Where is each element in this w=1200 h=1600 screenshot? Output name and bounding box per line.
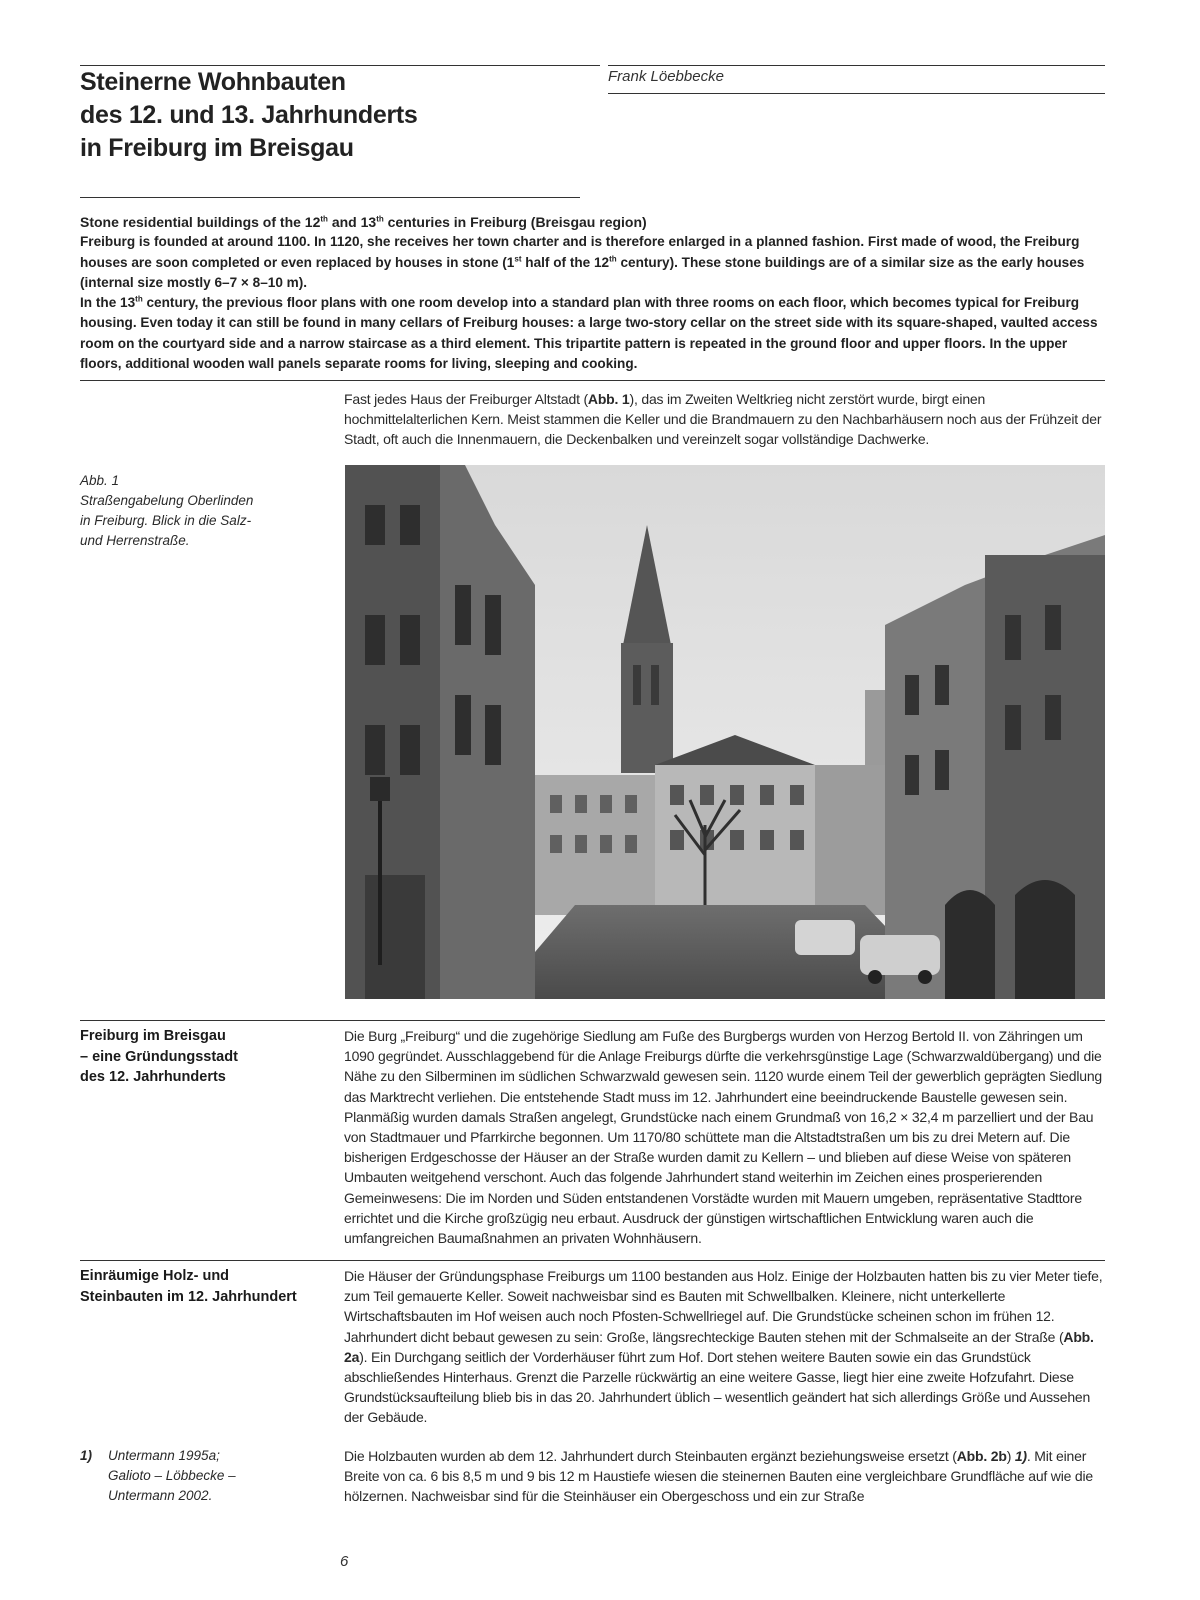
footnote-number: 1) (80, 1448, 93, 1463)
figure-reference[interactable]: Abb. 2a (344, 1328, 1094, 1365)
title-line: in Freiburg im Breisgau (80, 134, 354, 162)
intro-paragraph: Fast jedes Haus der Freiburger Altstadt (Abb. 1), das im Zweiten Weltkrieg nicht zerstört wurde, birgt einen hochmittelalterlichen Kern. Meist stammen die Keller und die Brandmauern zu den Nachbarhäusern noch aus der Frühzeit der Stadt, oft auch die Innenmauern, die Deckenbalken und vereinzelt sogar vollständige Dachwerke. (344, 391, 1102, 448)
author-name: Frank Löebbecke (608, 68, 724, 85)
footnote-text: Untermann 1995a; Galioto – Löbbecke – Untermann 2002. (108, 1448, 236, 1503)
article-title (80, 66, 540, 165)
street-photo-illustration (345, 465, 1105, 999)
section-heading-founding-town: Freiburg im Breisgau – eine Gründungsstadt des 12. Jahrhunderts (80, 1028, 238, 1085)
figure-caption (80, 471, 270, 551)
caption-line: in Freiburg. Blick in die Salz- (80, 513, 252, 528)
summary-heading: Stone residential buildings of the 12th and 13th centuries in Freiburg (Breisgau region) (80, 214, 647, 230)
caption-line: und Herrenstraße. (80, 533, 190, 548)
summary-bottom-rule (80, 380, 1105, 381)
section2-rule (80, 1260, 1105, 1261)
footnote-reference[interactable]: 1) (1014, 1448, 1027, 1464)
page-number: 6 (340, 1553, 349, 1570)
section-founding-town-text: Die Burg „Freiburg“ und die zugehörige Siedlung am Fuße des Burgbergs wurden von Herzog Bertold II. von Zähringen um 1090 gegründet. Ausschlaggebend für die Anlage Freiburgs dürfte die verkehrsgünstige Lage (Schwarzwaldübergang) und die Nähe zu den Silberminen im südlichen Schwarzwald gewesen sein. 1120 wurde einem Teil der gewerblich geprägten Siedlung das Marktrecht verliehen. Die entstehende Stadt muss im 12. Jahrhundert eine beeindruckende Baustelle gewesen sein. Planmäßig wurden damals Straßen angelegt, Grundstücke nach einem Grundmaß von 16,2 × 32,4 m parzelliert und der Bau von Stadtmauer und Pfarrkirche begonnen. Um 1170/80 schüttete man die Altstadtstraßen um bis zu drei Metern auf. Die bisherigen Erdgeschosse der Häuser an der Straße wurden damit zu Kellern – und blieben auf diese Weise von späteren Umbauten weitgehend verschont. Auch das folgende Jahrhundert stand weiterhin im Zeichen eines prosperierenden Gemeinwesens: Die im Norden und Süden entstandenen Vorstädte wurden mit Mauern umgeben, repräsentative Stadttore errichtet und die Kirche großzügig neu erbaut. Ausdruck der günstigen wirtschaftlichen Entwicklung waren auch die umfangreichen Baumaßnahmen an privaten Wohnhäusern. (344, 1028, 1103, 1247)
figure-reference[interactable]: Abb. 1 (587, 391, 630, 407)
caption-line: Abb. 1 (80, 473, 120, 488)
caption-line: Straßengabelung Oberlinden (80, 493, 254, 508)
top-rule-right (608, 65, 1105, 66)
author-rule (608, 93, 1105, 94)
summary-paragraph-2: In the 13th century, the previous floor plans with one room develop into a standard plan with three rooms on each floor, which becomes typical for Freiburg housing. Even today it can still be found in many cellars of Freiburg houses: a large two-story cellar on the street side with its square-shaped, vaulted access room on the courtyard side and a narrow staircase as a third element. This tripartite pattern is repeated in the ground floor and upper floors. In the upper floors, additional wooden wall panels separate rooms for living, sleeping and cooking. (80, 294, 1098, 372)
section1-rule (80, 1020, 1105, 1021)
section-stone-buildings-text: Die Holzbauten wurden ab dem 12. Jahrhundert durch Steinbauten ergänzt beziehungsweise ersetzt (Abb. 2b) 1). Mit einer Breite von ca. 6 bis 8,5 m und 9 bis 12 m Haustiefe wiesen die steinernen Bauten eine vergleichbare Grundfläche auf wie die hölzernen. Nachweisbar sind für die Steinhäuser ein Obergeschoss und ein zur Straße (344, 1448, 1093, 1505)
title-line: Steinerne Wohnbauten (80, 68, 346, 96)
street-photo (345, 465, 1105, 999)
figure-reference[interactable]: Abb. 2b (956, 1448, 1007, 1464)
summary-paragraph-1: Freiburg is founded at around 1100. In 1120, she receives her town charter and is therefore enlarged in a planned fashion. First made of wood, the Freiburg houses are soon completed or even replaced by houses in stone (1st half of the 12th century). These stone buildings are of a similar size as the early houses (internal size mostly 6–7 × 8–10 m). (80, 234, 1085, 290)
section-heading-single-room-buildings: Einräumige Holz- und Steinbauten im 12. Jahrhundert (80, 1268, 297, 1305)
section-single-room-buildings-text: Die Häuser der Gründungsphase Freiburgs um 1100 bestanden aus Holz. Einige der Holzbauten hatten bis zu vier Meter tiefe, zum Teil gemauerte Keller. Soweit nachweisbar sind es Bauten mit Schwellbalken. Kleinere, nicht unterkellerte Wirtschaftsbauten im Hof weisen auch noch Pfosten-Schwellriegel auf. Die Grundstücke scheinen schon im frühen 12. Jahrhundert dicht bebaut gewesen zu sein: Große, längsrechteckige Bauten stehen mit der Schmalseite an der Straße (Abb. 2a). Ein Durchgang seitlich der Vorderhäuser führt zum Hof. Dort stehen weitere Bauten sowie ein das Grundstück abschließendes Hinterhaus. Grenzt die Parzelle rückwärtig an eine weitere Gasse, liegt hier eine zweite Hofzufahrt. Diese Grundstücksaufteilung blieb bis in das 20. Jahrhundert üblich – wesentlich geändert hat sich allerdings Größe und Aussehen der Gebäude. (344, 1268, 1103, 1426)
english-summary (80, 212, 1100, 374)
summary-top-rule (80, 197, 580, 198)
title-line: des 12. und 13. Jahrhunderts (80, 101, 418, 129)
